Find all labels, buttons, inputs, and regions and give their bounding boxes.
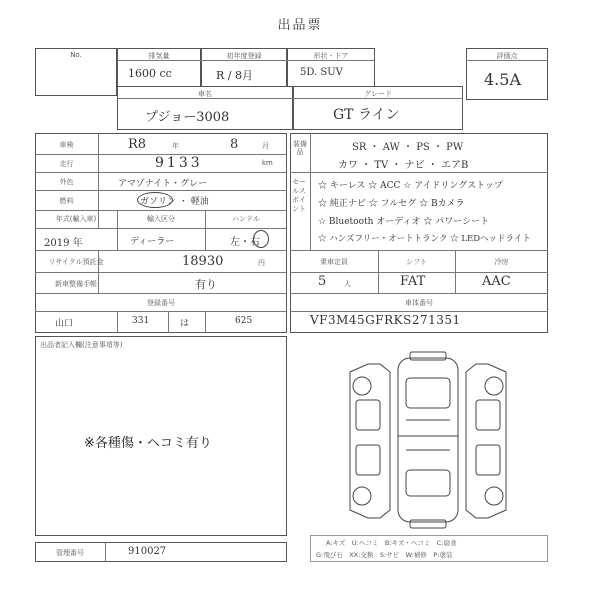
- ac-label: 冷房: [494, 258, 509, 266]
- reg-number-kana: は: [180, 319, 190, 329]
- reg-number-class: 331: [132, 316, 150, 326]
- handle-value: 左・右: [230, 237, 260, 248]
- yen-unit: 円: [258, 259, 265, 267]
- sales-point-2: ☆ 純正ナビ ☆ フルセグ ☆ Bカメラ: [318, 199, 465, 209]
- import-label: 輸入区分: [147, 215, 175, 223]
- grade-score-label: 評価点: [496, 52, 518, 60]
- grade-label: グレード: [364, 90, 392, 98]
- first-reg-label: 初年度登録: [226, 52, 262, 60]
- shift-value: FAT: [400, 274, 426, 289]
- vehicle-name-value: プジョー3008: [145, 110, 230, 125]
- grade-value: GT ライン: [333, 107, 400, 123]
- fuel-label: 燃料: [59, 197, 74, 205]
- maintenance-value: 有り: [195, 278, 217, 291]
- management-label: 管理番号: [56, 549, 84, 557]
- chassis-value: VF3M45GFRKS271351: [310, 313, 461, 327]
- equipment-label: 装備品: [293, 140, 307, 156]
- recycle-value: 18930: [182, 254, 224, 269]
- maintenance-label: 新車整備手帳: [55, 280, 97, 288]
- import-value: ディーラー: [130, 237, 175, 247]
- shift-label: シフト: [406, 258, 427, 266]
- mileage-value: 9133: [155, 155, 203, 171]
- month-unit: 月: [262, 142, 269, 150]
- year-unit: 年: [172, 142, 179, 150]
- first-reg-value: R / 8月: [216, 69, 253, 82]
- mileage-label: 走行: [59, 160, 74, 168]
- color-label: 外色: [59, 178, 74, 186]
- legend-line-1: A:キズ U:ヘコミ B:キズ・ヘコミ C:腐食: [326, 539, 457, 547]
- no-label: No.: [70, 51, 82, 59]
- capacity-unit: 人: [344, 280, 351, 288]
- handle-label: ハンドル: [232, 215, 260, 223]
- handle-circle: [253, 230, 269, 248]
- sales-point-3: ☆ Bluetooth オーディオ ☆ パワーシート: [318, 217, 490, 227]
- fuel-circle: [137, 192, 173, 208]
- car-damage-diagram: [340, 350, 516, 530]
- sales-point-4: ☆ ハンズフリー・オートトランク ☆ LEDヘッドライト: [318, 234, 531, 244]
- ac-value: AAC: [482, 274, 511, 289]
- color-value: アマゾナイト・グレー: [118, 179, 208, 189]
- vehicle-name-label: 車名: [198, 90, 212, 98]
- inspection-label: 車検: [59, 141, 74, 149]
- shape-door-value: 5D. SUV: [300, 67, 343, 78]
- km-unit: km: [262, 159, 273, 167]
- reg-number-label: 登録番号: [147, 299, 175, 307]
- shape-door-label: 形状・ドア: [313, 52, 349, 60]
- equipment-row1: SR ・ AW ・ PS ・ PW: [352, 142, 464, 153]
- recycle-label: リサイクル預託金: [48, 258, 104, 266]
- notes-label: 出品者記入欄(注意事項等): [40, 341, 123, 349]
- sales-points-label: セールスポイント: [292, 178, 306, 213]
- sheet-title: 出品票: [277, 18, 323, 33]
- displacement-value: 1600 cc: [128, 67, 172, 80]
- legend-line-2: G:飛び石 XX:交換 S:サビ W:補修 P:塗装: [316, 551, 453, 559]
- equipment-row2: カワ ・ TV ・ ナビ ・ エアB: [338, 160, 469, 171]
- reg-number-area: 山口: [55, 319, 74, 329]
- management-value: 910027: [128, 546, 167, 557]
- inspection-month: 8: [230, 137, 239, 152]
- fuel-value: ガソリン ・ 軽油: [140, 197, 209, 207]
- reg-number-digits: 625: [235, 316, 253, 326]
- notes-text: ※各種傷・ヘコミ有り: [84, 436, 212, 451]
- sales-point-1: ☆ キーレス ☆ ACC ☆ アイドリングストップ: [318, 181, 503, 191]
- chassis-label: 車体番号: [405, 299, 433, 307]
- model-year-value: 2019 年: [44, 238, 83, 249]
- inspection-year: R8: [128, 137, 147, 152]
- model-year-label: 年式(輸入車): [55, 215, 97, 223]
- displacement-label: 排気量: [148, 52, 170, 60]
- capacity-label: 乗車定員: [320, 258, 348, 266]
- grade-score-value: 4.5A: [484, 70, 521, 89]
- capacity-value: 5: [318, 274, 327, 289]
